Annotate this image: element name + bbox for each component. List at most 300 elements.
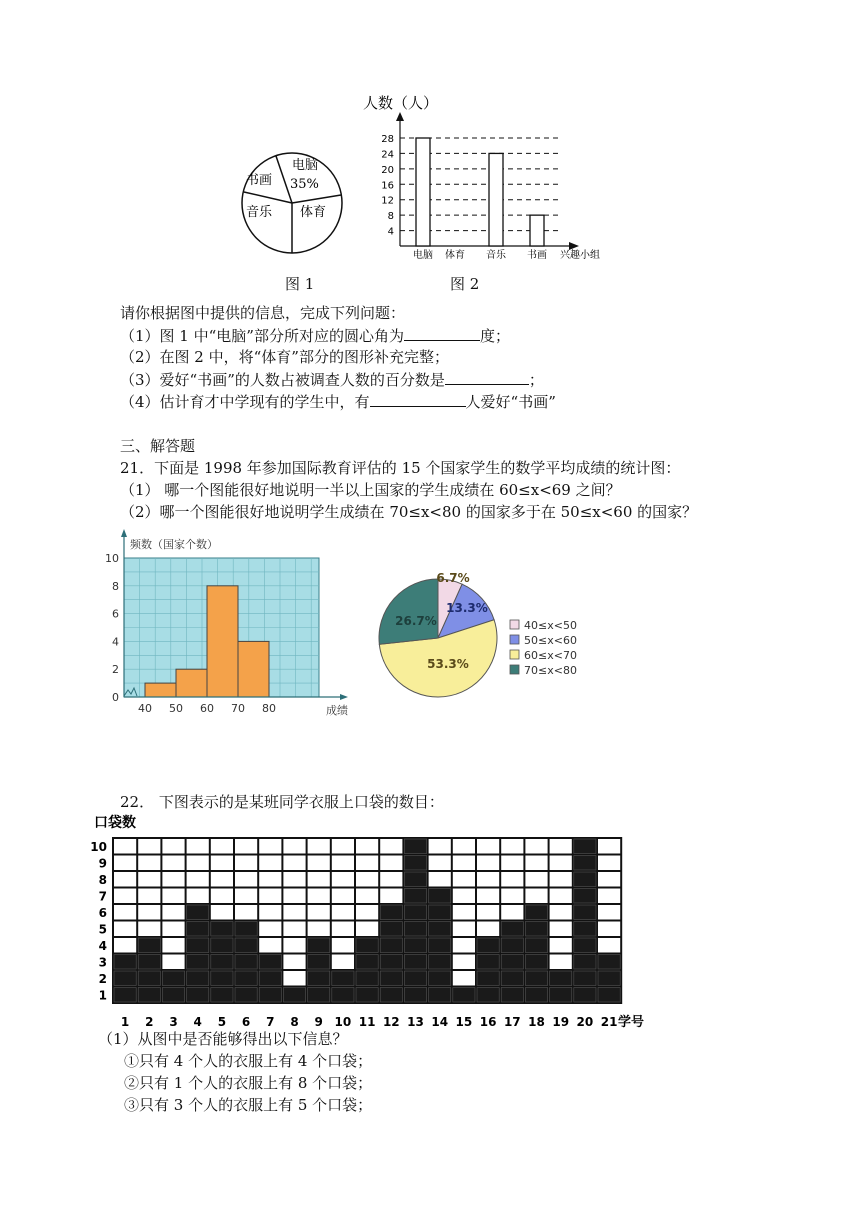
q22-grid-cell — [308, 856, 330, 871]
q22-grid-cell — [138, 856, 160, 871]
pie2-slice-label: 26.7% — [395, 614, 437, 628]
q22-grid-cell — [308, 922, 330, 937]
fig2-x-tick-label: 体育 — [445, 250, 465, 261]
q22-y-tick-label: 1 — [98, 988, 107, 1003]
q22-grid-cell — [138, 922, 160, 937]
q22-grid-cell — [429, 955, 451, 970]
pie2-legend-swatch — [510, 620, 519, 629]
hist-y-tick-label: 2 — [112, 663, 119, 677]
fig2-bar-1 — [416, 138, 430, 246]
fig2-y-axis-label: 人数（人） — [363, 94, 439, 112]
pie2-legend-swatch — [510, 665, 519, 674]
q22-grid-cell — [114, 856, 136, 871]
q22-grid-cell — [235, 988, 257, 1003]
q22-grid-cell — [574, 922, 596, 937]
q22-grid-cell — [525, 839, 547, 854]
pie2-legend-swatch — [510, 635, 519, 644]
q20-item-1-text: （1）图 1 中“电脑”部分所对应的圆心角为 — [120, 327, 404, 345]
q22-grid-cell — [235, 955, 257, 970]
q22-grid-cell — [453, 872, 475, 887]
q22-grid-cell — [429, 922, 451, 937]
q22-grid-cell — [404, 889, 426, 904]
q22-grid-cell — [380, 922, 402, 937]
q22-grid-cell — [211, 988, 233, 1003]
q22-x-tick-label: 18 — [528, 1015, 545, 1029]
q22-x-tick-label: 16 — [479, 1015, 497, 1029]
q22-grid-cell — [138, 971, 160, 986]
q22-grid-cell — [211, 938, 233, 953]
q22-grid-cell — [332, 938, 354, 953]
hist-x-tick-label: 40 — [138, 702, 152, 715]
q20-item-3 — [120, 369, 544, 390]
fig2-y-tick-label: 8 — [387, 211, 394, 223]
q22-grid-cell — [211, 889, 233, 904]
q21-stem: 21．下面是 1998 年参加国际教育评估的 15 个国家学生的数学平均成绩的统计图： — [120, 459, 681, 477]
q22-grid-cell — [501, 955, 523, 970]
q22-x-tick-label: 9 — [314, 1015, 323, 1029]
q22-grid-cell — [187, 856, 209, 871]
q22-grid-cell — [356, 839, 378, 854]
q22-grid-cell — [380, 971, 402, 986]
q22-item-3: ③只有 3 个人的衣服上有 5 个口袋； — [124, 1096, 373, 1114]
q22-grid-cell — [308, 889, 330, 904]
pie2-legend-label: 50≤x<60 — [524, 634, 577, 647]
q22-y-tick-label: 9 — [98, 856, 107, 871]
hist-y-axis-label: 频数（国家个数） — [130, 538, 218, 551]
q22-grid-cell — [138, 905, 160, 920]
q22-grid-cell — [574, 905, 596, 920]
q22-x-tick-label: 4 — [193, 1015, 202, 1029]
figure-1-caption: 图 1 — [285, 275, 315, 293]
q22-grid-cell — [162, 938, 184, 953]
q22-grid-cell — [356, 938, 378, 953]
q22-grid-cell — [598, 971, 620, 986]
fig2-y-tick-label: 24 — [381, 149, 394, 161]
q22-grid-cell — [404, 905, 426, 920]
q22-grid-cell — [453, 988, 475, 1003]
q21-item-2: （2）哪一个图能很好地说明学生成绩在 70≤x<80 的国家多于在 50≤x<60 的国家？ — [120, 503, 698, 521]
q21-pie-chart — [378, 568, 610, 708]
q22-grid-cell — [283, 889, 305, 904]
q22-x-tick-label: 3 — [169, 1015, 178, 1029]
q22-grid-cell — [550, 905, 572, 920]
q22-grid-cell — [380, 938, 402, 953]
hist-y-tick-label: 0 — [112, 691, 119, 704]
q22-grid-cell — [429, 938, 451, 953]
fig2-y-tick-label: 4 — [387, 226, 394, 238]
q22-grid-cell — [525, 872, 547, 887]
q22-grid-cell — [598, 938, 620, 953]
q22-grid-cell — [187, 872, 209, 887]
q22-grid-cell — [598, 839, 620, 854]
q20-item-4-post: 人爱好“书画” — [465, 393, 556, 411]
q22-grid-cell — [501, 938, 523, 953]
q22-grid-cell — [283, 938, 305, 953]
q22-grid-cell — [598, 922, 620, 937]
q22-grid-cell — [356, 971, 378, 986]
q22-grid-cell — [259, 971, 281, 986]
q22-grid-cell — [356, 922, 378, 937]
fig2-y-axis-arrow — [396, 112, 404, 121]
q22-grid-cell — [380, 988, 402, 1003]
q22-grid-cell — [235, 872, 257, 887]
q22-grid-cell — [114, 955, 136, 970]
q22-grid-cell — [477, 872, 499, 887]
q22-grid-cell — [187, 988, 209, 1003]
q22-grid-cell — [550, 839, 572, 854]
pie2-legend-swatch — [510, 650, 519, 659]
q22-grid-cell — [404, 971, 426, 986]
q22-grid-cell — [283, 856, 305, 871]
q22-grid-cell — [308, 988, 330, 1003]
fig2-y-tick-label: 28 — [381, 134, 394, 145]
q20-intro: 请你根据图中提供的信息，完成下列问题： — [120, 304, 406, 322]
q22-x-tick-label: 21 — [600, 1015, 618, 1029]
hist-y-tick-label: 6 — [112, 607, 119, 621]
q22-grid-cell — [404, 839, 426, 854]
q22-grid-cell — [429, 971, 451, 986]
q22-grid-cell — [453, 856, 475, 871]
q22-grid-cell — [574, 988, 596, 1003]
hist-y-tick-label: 4 — [112, 635, 119, 649]
q22-grid-cell — [598, 988, 620, 1003]
q22-grid-cell — [211, 839, 233, 854]
q22-grid-cell — [211, 955, 233, 970]
q22-grid-cell — [235, 856, 257, 871]
q22-x-tick-label: 12 — [382, 1015, 400, 1029]
q22-grid-cell — [525, 988, 547, 1003]
q22-grid-cell — [380, 905, 402, 920]
q22-grid-cell — [308, 905, 330, 920]
q22-grid-cell — [598, 872, 620, 887]
q22-grid-cell — [550, 955, 572, 970]
q22-grid-cell — [162, 839, 184, 854]
fig2-y-tick-label: 16 — [381, 180, 394, 192]
q22-x-tick-label: 19 — [552, 1015, 570, 1029]
q22-grid-cell — [187, 955, 209, 970]
q22-grid-cell — [404, 872, 426, 887]
q22-grid-cell — [574, 889, 596, 904]
q22-grid-cell — [187, 905, 209, 920]
q22-grid-cell — [211, 971, 233, 986]
q20-item-3-post: ； — [528, 371, 544, 389]
q22-grid-cell — [477, 856, 499, 871]
hist-y-axis-arrow — [121, 529, 127, 537]
fig2-x-tick-label: 书画 — [527, 250, 547, 261]
q22-grid-cell — [235, 971, 257, 986]
pie2-slice-label: 13.3% — [446, 601, 488, 615]
q22-grid-cell — [574, 955, 596, 970]
q22-grid-cell — [259, 938, 281, 953]
q22-grid-cell — [114, 971, 136, 986]
q22-grid-cell — [235, 905, 257, 920]
q22-grid-cell — [525, 955, 547, 970]
q22-grid-cell — [138, 938, 160, 953]
q22-x-tick-label: 7 — [266, 1015, 275, 1029]
q22-x-tick-label: 13 — [407, 1015, 424, 1029]
q22-grid-cell — [259, 889, 281, 904]
q22-x-tick-label: 11 — [358, 1015, 376, 1029]
q22-grid-cell — [332, 988, 354, 1003]
q22-grid-cell — [356, 988, 378, 1003]
figure-2-bar-chart — [355, 88, 615, 268]
fig2-y-tick-label: 20 — [381, 164, 394, 176]
q22-grid-cell — [574, 872, 596, 887]
q22-stem: 22． 下图表示的是某班同学衣服上口袋的数目： — [120, 793, 444, 811]
q22-x-tick-label: 17 — [503, 1015, 521, 1029]
q22-grid-cell — [356, 856, 378, 871]
q22-grid-cell — [211, 856, 233, 871]
q22-grid-cell — [477, 922, 499, 937]
fig2-y-tick-label: 12 — [381, 195, 394, 207]
q20-item-1-post: 度； — [479, 327, 510, 345]
q22-grid-cell — [138, 988, 160, 1003]
q22-y-tick-label: 3 — [98, 955, 107, 970]
q22-grid-cell — [259, 872, 281, 887]
q22-grid-cell — [550, 971, 572, 986]
q22-grid-cell — [550, 988, 572, 1003]
pie-label-calligraphy: 书画 — [246, 173, 273, 188]
q22-y-tick-label: 8 — [98, 873, 107, 887]
q22-grid-cell — [259, 922, 281, 937]
pie-label-computer: 电脑 — [292, 158, 319, 173]
q22-grid-cell — [211, 872, 233, 887]
fig2-x-axis-arrow — [569, 242, 579, 250]
q22-grid-cell — [162, 988, 184, 1003]
q22-grid-cell — [550, 889, 572, 904]
q22-grid-cell — [235, 938, 257, 953]
q22-x-tick-label: 20 — [576, 1015, 594, 1029]
q22-grid-cell — [138, 955, 160, 970]
q22-grid-cell — [259, 988, 281, 1003]
q22-pocket-grid-chart — [92, 812, 652, 1030]
q22-grid-cell — [453, 922, 475, 937]
q22-grid-cell — [525, 905, 547, 920]
q22-grid-cell — [138, 839, 160, 854]
q22-grid-cell — [501, 988, 523, 1003]
q22-x-tick-label: 1 — [120, 1015, 130, 1029]
q22-grid-cell — [380, 955, 402, 970]
q22-grid-cell — [114, 905, 136, 920]
q22-grid-cell — [477, 971, 499, 986]
q22-grid-cell — [259, 856, 281, 871]
q22-grid-cell — [501, 839, 523, 854]
fig2-x-tick-label: 电脑 — [413, 250, 433, 261]
q22-grid-cell — [211, 905, 233, 920]
hist-bar-4 — [238, 641, 269, 697]
hist-bar-1 — [145, 683, 176, 697]
q22-grid-cell — [138, 872, 160, 887]
q22-grid-cell — [114, 839, 136, 854]
q22-grid-cell — [283, 971, 305, 986]
q22-x-tick-label: 14 — [431, 1015, 449, 1029]
q22-grid-cell — [453, 839, 475, 854]
q22-grid-cell — [550, 856, 572, 871]
q22-grid-cell — [453, 905, 475, 920]
pie2-legend-label: 40≤x<50 — [524, 619, 577, 632]
q22-grid-cell — [598, 856, 620, 871]
q22-grid-cell — [308, 872, 330, 887]
q22-grid-cell — [308, 955, 330, 970]
q22-grid-cell — [211, 922, 233, 937]
q22-grid-cell — [332, 872, 354, 887]
q22-y-tick-label: 10 — [90, 840, 107, 854]
q22-grid-cell — [453, 971, 475, 986]
q22-grid-cell — [525, 938, 547, 953]
q20-item-4-text: （4）估计育才中学现有的学生中，有 — [120, 393, 370, 411]
q22-grid-cell — [380, 839, 402, 854]
q22-x-axis-label: 学号 — [618, 1015, 645, 1030]
q22-grid-cell — [187, 971, 209, 986]
fig2-bar-4 — [530, 215, 544, 246]
hist-y-tick-label: 8 — [112, 579, 119, 593]
q22-grid-cell — [235, 889, 257, 904]
q22-grid-cell — [404, 856, 426, 871]
q20-item-3-text: （3）爱好“书画”的人数占被调查人数的百分数是 — [120, 371, 445, 389]
q22-grid-cell — [332, 856, 354, 871]
q22-grid-cell — [501, 922, 523, 937]
q22-grid-cell — [404, 922, 426, 937]
q22-grid-cell — [332, 971, 354, 986]
q22-item-2: ②只有 1 个人的衣服上有 8 个口袋； — [124, 1074, 373, 1092]
q22-grid-cell — [477, 938, 499, 953]
q20-answer-blank-1[interactable] — [404, 325, 480, 341]
q20-answer-blank-4[interactable] — [370, 391, 466, 407]
fig2-x-axis-label: 兴趣小组 — [560, 250, 600, 261]
q22-grid-cell — [501, 905, 523, 920]
q21-item-1: （1） 哪一个图能很好地说明一半以上国家的学生成绩在 60≤x<69 之间？ — [120, 481, 621, 499]
q22-grid-cell — [501, 856, 523, 871]
q22-grid-cell — [477, 839, 499, 854]
fig2-bar-3 — [489, 153, 503, 246]
q22-grid-cell — [429, 889, 451, 904]
q22-grid-cell — [404, 938, 426, 953]
q22-grid-cell — [259, 955, 281, 970]
q22-sub-question: （1）从图中是否能够得出以下信息？ — [98, 1030, 348, 1048]
q22-grid-cell — [477, 955, 499, 970]
q22-grid-cell — [283, 955, 305, 970]
q22-grid-cell — [162, 872, 184, 887]
q20-item-4 — [120, 391, 556, 412]
q22-grid-cell — [356, 905, 378, 920]
q20-answer-blank-3[interactable] — [445, 369, 529, 385]
q22-grid-cell — [404, 988, 426, 1003]
q22-grid-cell — [162, 856, 184, 871]
q22-x-tick-label: 2 — [145, 1015, 154, 1029]
q22-grid-cell — [574, 839, 596, 854]
q22-grid-cell — [162, 922, 184, 937]
pie2-legend-label: 60≤x<70 — [524, 649, 577, 662]
q22-grid-cell — [453, 938, 475, 953]
pie-label-computer-pct: 35% — [290, 177, 319, 192]
q22-grid-cell — [114, 889, 136, 904]
q22-grid-cell — [162, 889, 184, 904]
q22-grid-cell — [380, 856, 402, 871]
q22-grid-cell — [501, 889, 523, 904]
hist-x-axis-label: 成绩 — [326, 704, 348, 717]
q22-grid-cell — [283, 988, 305, 1003]
q22-grid-cell — [525, 889, 547, 904]
q22-grid-cell — [356, 872, 378, 887]
pie2-legend-label: 70≤x<80 — [524, 664, 577, 677]
q22-y-tick-label: 4 — [98, 939, 107, 953]
q22-grid-cell — [259, 839, 281, 854]
q22-y-axis-label: 口袋数 — [94, 815, 136, 831]
q22-grid-cell — [550, 922, 572, 937]
q22-grid-cell — [380, 889, 402, 904]
q22-grid-cell — [283, 872, 305, 887]
q22-grid-cell — [187, 938, 209, 953]
q22-y-tick-label: 6 — [98, 906, 107, 920]
q22-x-tick-label: 8 — [290, 1015, 299, 1029]
q22-grid-cell — [525, 971, 547, 986]
hist-y-tick-label: 10 — [105, 552, 119, 565]
figure-2-caption: 图 2 — [450, 275, 480, 293]
q22-grid-cell — [429, 856, 451, 871]
q22-grid-cell — [187, 922, 209, 937]
q22-grid-cell — [283, 905, 305, 920]
q22-y-tick-label: 2 — [98, 972, 107, 986]
fig2-x-tick-label: 音乐 — [486, 250, 506, 261]
q22-grid-cell — [501, 971, 523, 986]
hist-bar-2 — [176, 669, 207, 697]
q22-grid-cell — [356, 889, 378, 904]
q22-x-tick-label: 6 — [241, 1015, 251, 1029]
q22-grid-cell — [283, 839, 305, 854]
q22-x-tick-label: 15 — [455, 1015, 473, 1029]
q22-grid-cell — [574, 938, 596, 953]
q22-y-tick-label: 5 — [98, 922, 107, 937]
q20-item-1 — [120, 325, 510, 346]
q22-grid-cell — [598, 955, 620, 970]
hist-x-tick-label: 60 — [200, 702, 214, 715]
q22-grid-cell — [598, 889, 620, 904]
pie2-slice-label: 53.3% — [427, 657, 469, 671]
q22-grid-cell — [332, 922, 354, 937]
q22-grid-cell — [114, 938, 136, 953]
figure-1-pie-chart — [240, 150, 350, 260]
q22-x-tick-label: 10 — [334, 1015, 352, 1029]
section-3-title: 三、解答题 — [120, 437, 196, 455]
q22-grid-cell — [283, 922, 305, 937]
q22-grid-cell — [574, 971, 596, 986]
hist-x-tick-label: 50 — [169, 702, 183, 715]
q22-grid-cell — [162, 971, 184, 986]
hist-x-axis-arrow — [340, 694, 348, 700]
q22-grid-cell — [114, 988, 136, 1003]
q22-grid-cell — [550, 872, 572, 887]
pie2-slice-4 — [379, 579, 438, 644]
q22-grid-cell — [162, 955, 184, 970]
q22-grid-cell — [259, 905, 281, 920]
q22-grid-cell — [308, 839, 330, 854]
q22-grid-cell — [453, 889, 475, 904]
q22-grid-cell — [477, 889, 499, 904]
q22-grid-cell — [235, 839, 257, 854]
q22-grid-cell — [429, 872, 451, 887]
hist-x-tick-label: 80 — [262, 702, 276, 715]
q22-grid-cell — [550, 938, 572, 953]
q22-grid-cell — [308, 938, 330, 953]
q22-grid-cell — [429, 988, 451, 1003]
q22-grid-cell — [525, 856, 547, 871]
q22-grid-cell — [598, 905, 620, 920]
q22-grid-cell — [138, 889, 160, 904]
pie-label-music: 音乐 — [246, 205, 273, 220]
q22-grid-cell — [380, 872, 402, 887]
q22-grid-cell — [525, 922, 547, 937]
q22-grid-cell — [574, 856, 596, 871]
